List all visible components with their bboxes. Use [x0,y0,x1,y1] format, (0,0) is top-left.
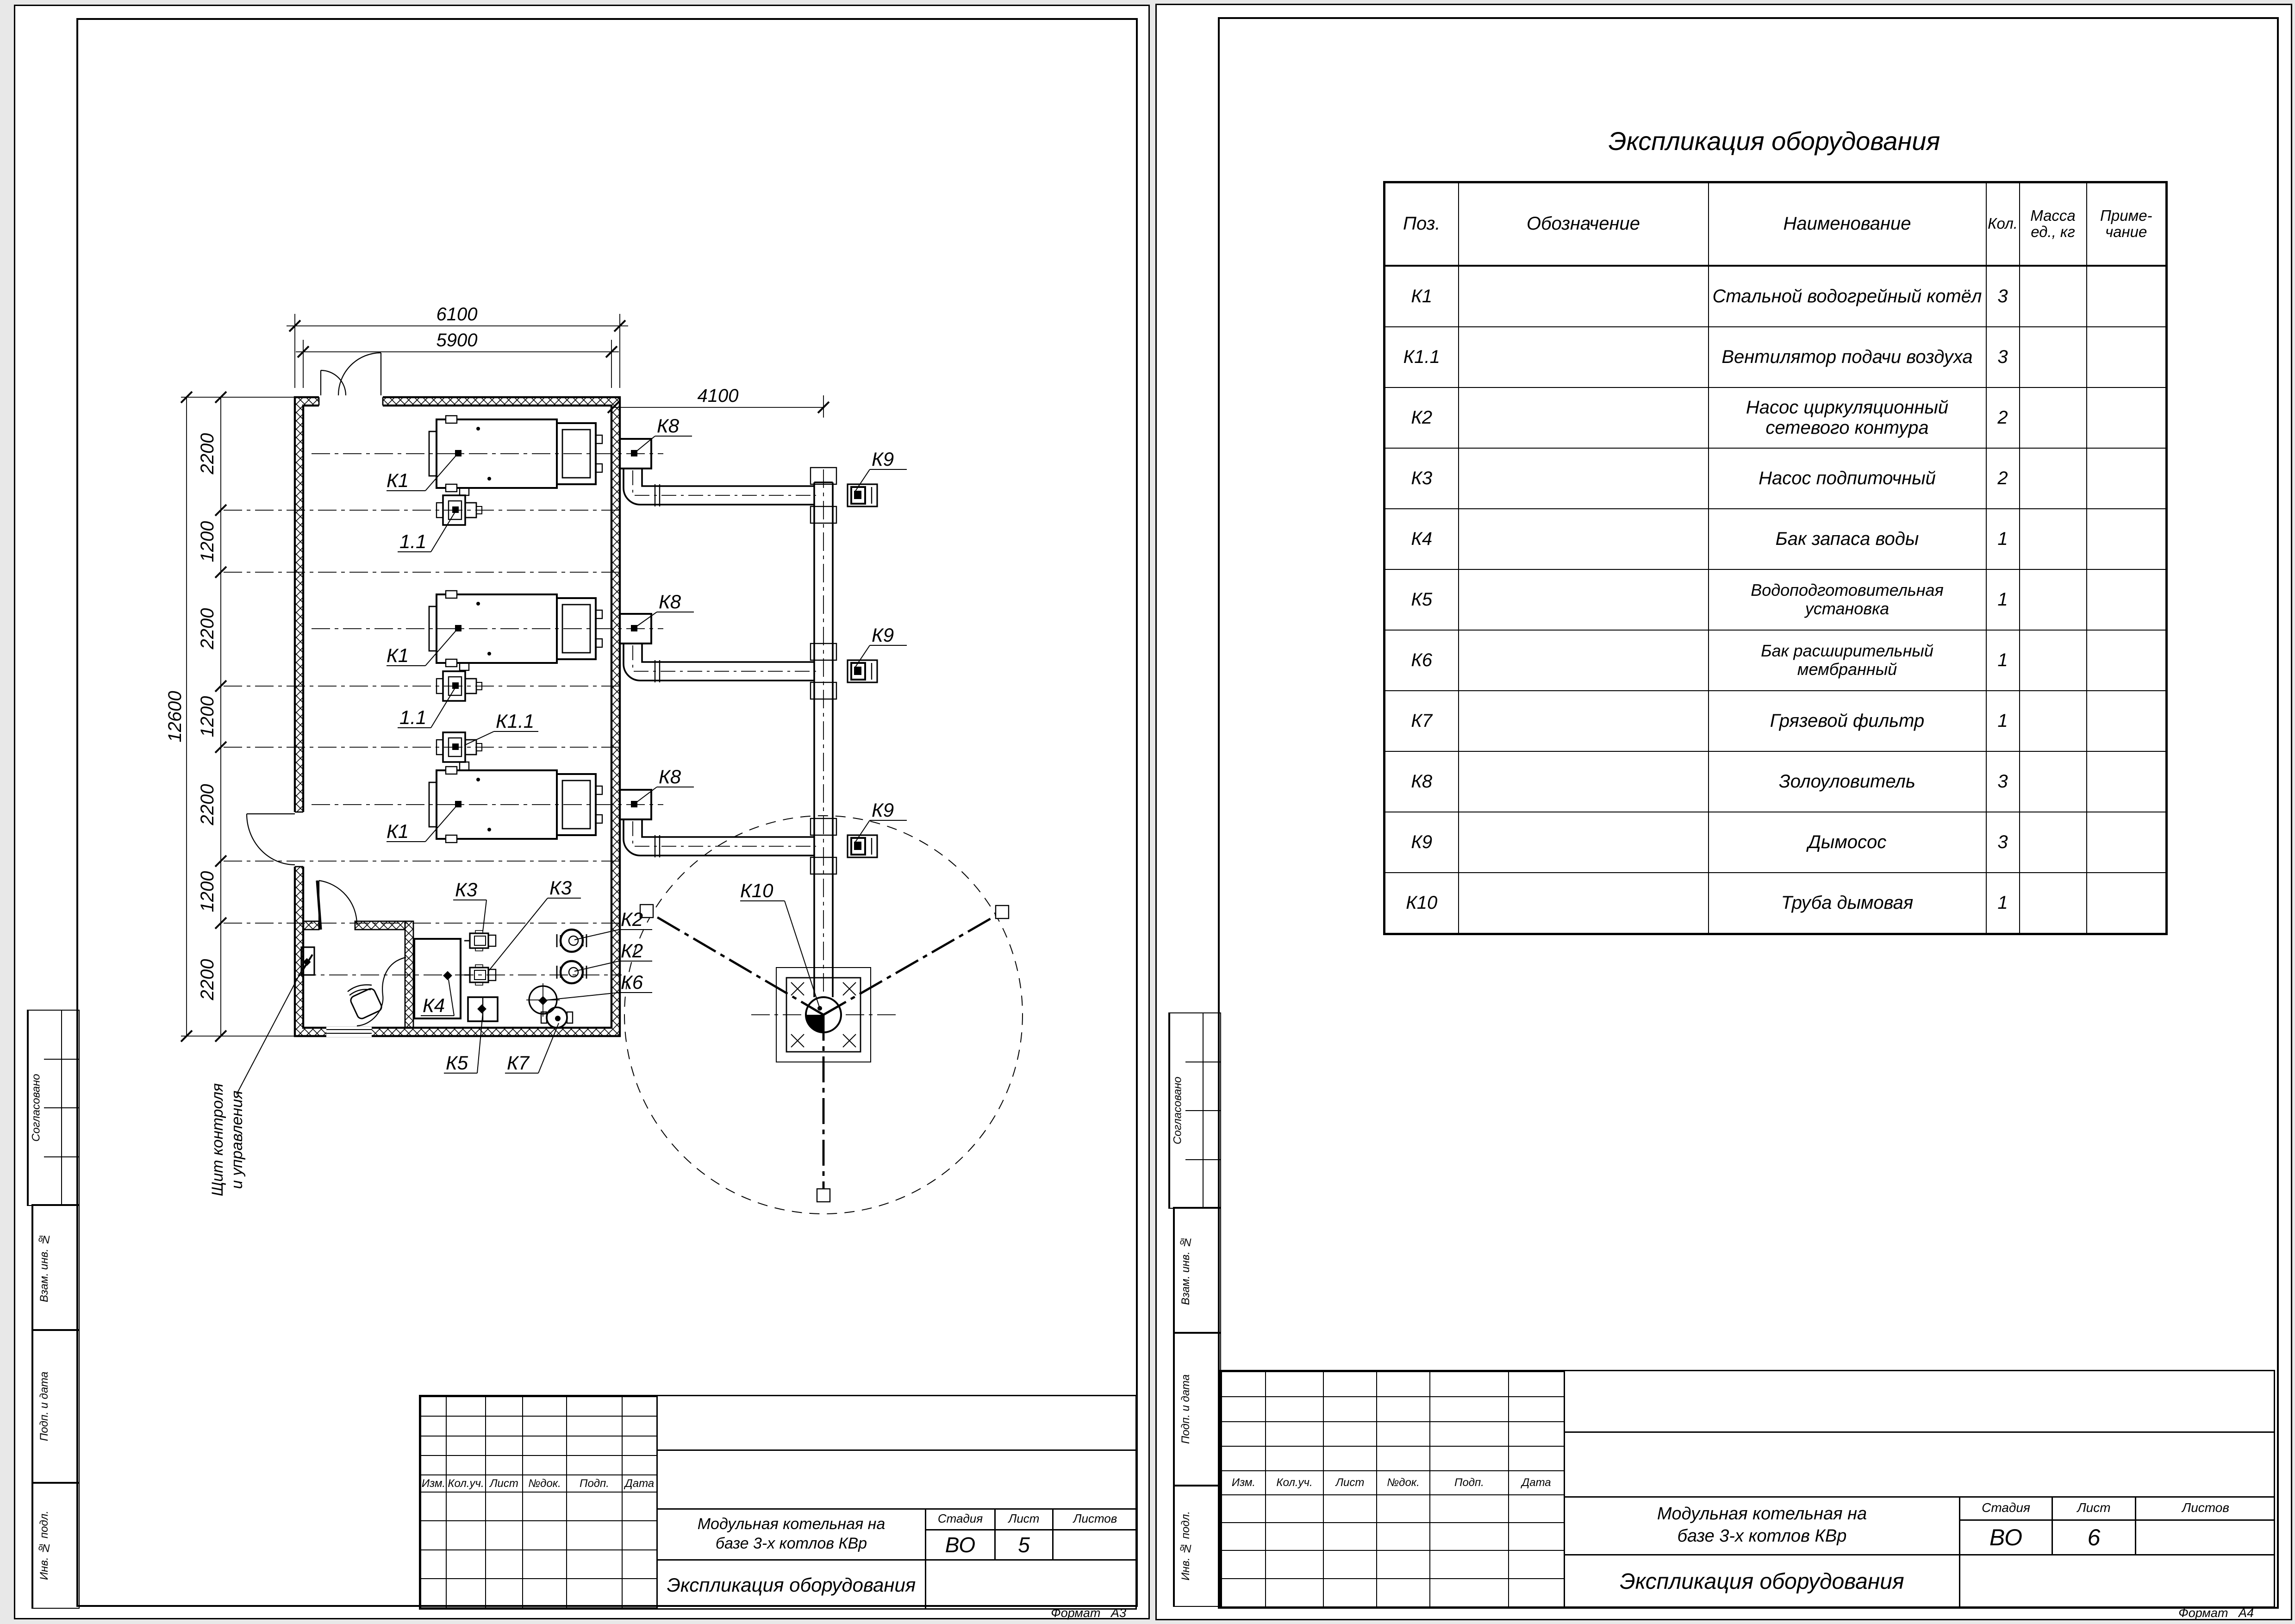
label-k5: К5 [446,1052,468,1074]
tb-sheet-header: Лист [996,1508,1054,1530]
stamp-replace-inv-left [31,1204,80,1331]
tb-sheets-value [2136,1521,2275,1554]
tb-doc-title: Экспликация оборудования [658,1559,926,1610]
tb-sheets-header: Листов [1054,1508,1137,1530]
label-panel-line2: и управления [228,1090,246,1189]
label-k8-2: К8 [659,591,681,612]
smoke-exhauster-k9-3 [848,835,877,857]
boiler-k1-1 [429,416,602,495]
sheet-plan [14,5,1150,1619]
dim-chain-3: 1200 [197,696,218,737]
dim-5900: 5900 [436,330,478,350]
label-fan-3: К1.1 [496,710,535,732]
title-block-right [1220,1370,2275,1608]
network-pump-k2-2 [557,961,586,983]
tb-sheets-header: Листов [2136,1496,2275,1521]
col-qty: Кол. [1986,182,2020,266]
label-k3-1: К3 [455,879,478,900]
boiler-k1-2 [429,591,602,670]
table-row: К2 Насос циркуляционный сетевого контура 2 [1384,387,2167,448]
label-k1-1: К1 [387,469,409,491]
stamp-inv-no-label: Инв. № подл. [1174,1486,1197,1606]
ash-catcher-k8-2 [620,614,651,643]
col-name: Наименование [1709,182,1986,266]
project-name-line2: базе 3-х котлов КВр [1677,1526,1847,1546]
tb-org-box [926,1559,1137,1610]
tb-sheet-value: 6 [2053,1521,2136,1554]
boilers-k1 [429,416,602,843]
table-row: К7 Грязевой фильтр 1 [1384,691,2167,751]
partition-walls [303,921,413,1028]
table-row: К1 Стальной водогрейный котёл 3 [1384,266,2167,327]
table-title: Экспликация оборудования [1608,126,1940,156]
tb-stage-value: ВО [926,1530,996,1559]
table-row: К3 Насос подпиточный 2 [1384,448,2167,509]
label-k10: К10 [740,880,773,901]
dim-4100: 4100 [697,386,739,406]
stamp-sign-date-left [31,1329,80,1484]
tb-stage-header: Стадия [926,1508,996,1530]
dimension-texts [165,304,738,1000]
stamp-inv-no-left [31,1482,80,1609]
project-name-line1: Модульная котельная на [1657,1504,1867,1524]
label-k7: К7 [507,1052,530,1074]
plan-leaders [237,436,907,1094]
smoke-exhauster-k9-2 [848,660,877,682]
duct-run-1 [624,468,816,506]
revision-header-row: Изм. Кол.уч. Лист №док. Подп. Дата [1222,1471,1564,1495]
dim-chain-1: 1200 [197,521,218,562]
format-label-left: Формат А3 [1051,1606,1126,1620]
label-k9-1: К9 [872,448,894,470]
stamp-replace-inv-right [1173,1207,1221,1334]
label-k6: К6 [621,971,643,993]
dim-chain-6: 2200 [197,959,218,1000]
stamp-sign-date-label: Подп. и дата [1174,1333,1197,1486]
flue-system [620,439,877,999]
label-k9-3: К9 [872,799,894,821]
chimney-k10 [624,816,1023,1214]
main-flue-duct [811,468,836,999]
tb-project-name [1565,1496,1960,1554]
stamp-replace-inv-label: Взам. инв. № [1174,1208,1197,1333]
dim-chain-4: 2200 [197,784,218,825]
duct-run-3 [624,819,816,857]
project-name-line1: Модульная котельная на [697,1515,886,1533]
stamp-agreed-right [1168,1012,1221,1209]
dim-chain-5: 1200 [197,871,218,912]
col-mass: Масса ед., кг [2020,182,2087,266]
dim-chain-0: 2200 [197,433,218,475]
label-k2-1: К2 [621,908,643,930]
equipment-table [1383,181,2168,935]
tb-band-a [1565,1371,2275,1433]
revision-table-left [420,1396,657,1608]
project-name-line2: базе 3-х котлов КВр [715,1535,867,1552]
stamp-sign-date-label: Подп. и дата [32,1330,56,1483]
stamp-sign-date-right [1173,1332,1221,1487]
boiler-k1-3 [429,762,602,843]
table-row: К1.1 Вентилятор подачи воздуха 3 [1384,327,2167,387]
label-k1-2: К1 [387,644,409,666]
col-designation: Обозначение [1459,182,1709,266]
dim-chain-2: 2200 [197,608,218,650]
axis-lines [224,454,899,1015]
stamp-inv-no-label: Инв. № подл. [32,1483,56,1608]
tb-doc-title: Экспликация оборудования [1565,1554,1960,1608]
dim-6100: 6100 [436,304,478,325]
tb-project-name [658,1508,926,1559]
format-label-right: Формат А4 [2178,1606,2254,1620]
col-note: Приме- чание [2087,182,2167,266]
duct-run-2 [624,643,816,682]
label-fan-1: 1.1 [399,531,427,552]
tb-stage-header: Стадия [1960,1496,2053,1521]
revision-header-row: Изм. Кол.уч. Лист №док. Подп. Дата [421,1475,657,1492]
label-k1-3: К1 [387,820,409,842]
network-pump-k2-1 [557,930,586,952]
table-row: К4 Бак запаса воды 1 [1384,509,2167,569]
table-row: К8 Золоуловитель 3 [1384,751,2167,812]
table-row: К10 Труба дымовая 1 [1384,873,2167,934]
label-k4: К4 [423,994,445,1016]
label-k9-2: К9 [872,624,894,646]
table-row: К9 Дымосос 3 [1384,812,2167,873]
tb-band-b [1565,1431,2275,1498]
dim-12600: 12600 [165,691,185,743]
label-k8-3: К8 [659,766,681,787]
mud-filter-k7 [541,1007,573,1028]
tb-band-b [658,1449,1137,1510]
label-k2-2: К2 [621,940,643,962]
stamp-replace-inv-label: Взам. инв. № [32,1205,56,1330]
plan-labels [209,415,894,1196]
label-panel-line1: Щит контроля [209,1083,226,1197]
stamp-agreed-label: Согласовано [1169,1013,1185,1208]
label-fan-2: 1.1 [399,706,427,728]
revision-table-right [1221,1371,1565,1607]
sink [348,957,406,1026]
tb-org-box [1960,1554,2275,1608]
makeup-pump-k3-1 [464,931,496,951]
smoke-exhauster-k9-1 [848,484,877,506]
sheet-specification [1155,4,2292,1620]
table-row: К5 Водоподготовительная установка 1 [1384,569,2167,630]
tb-sheet-header: Лист [2053,1496,2136,1521]
table-row: К6 Бак расширительный мембранный 1 [1384,630,2167,691]
tb-stage-value: ВО [1960,1521,2053,1554]
stamp-inv-no-right [1173,1485,1221,1607]
stamp-agreed-label: Согласовано [28,1011,44,1205]
label-k8-1: К8 [657,415,680,437]
tb-sheets-value [1054,1530,1137,1559]
floor-plan [159,258,1131,1300]
equipment-table-header [1384,182,2167,266]
tb-sheet-value: 5 [996,1530,1054,1559]
stamp-agreed-left [27,1010,80,1206]
dimensions [181,314,829,1042]
label-k3-2: К3 [549,877,572,899]
col-pos: Поз. [1384,182,1459,266]
tb-band-a [658,1396,1137,1451]
door-symbols [247,353,381,930]
title-block-left [419,1395,1137,1610]
